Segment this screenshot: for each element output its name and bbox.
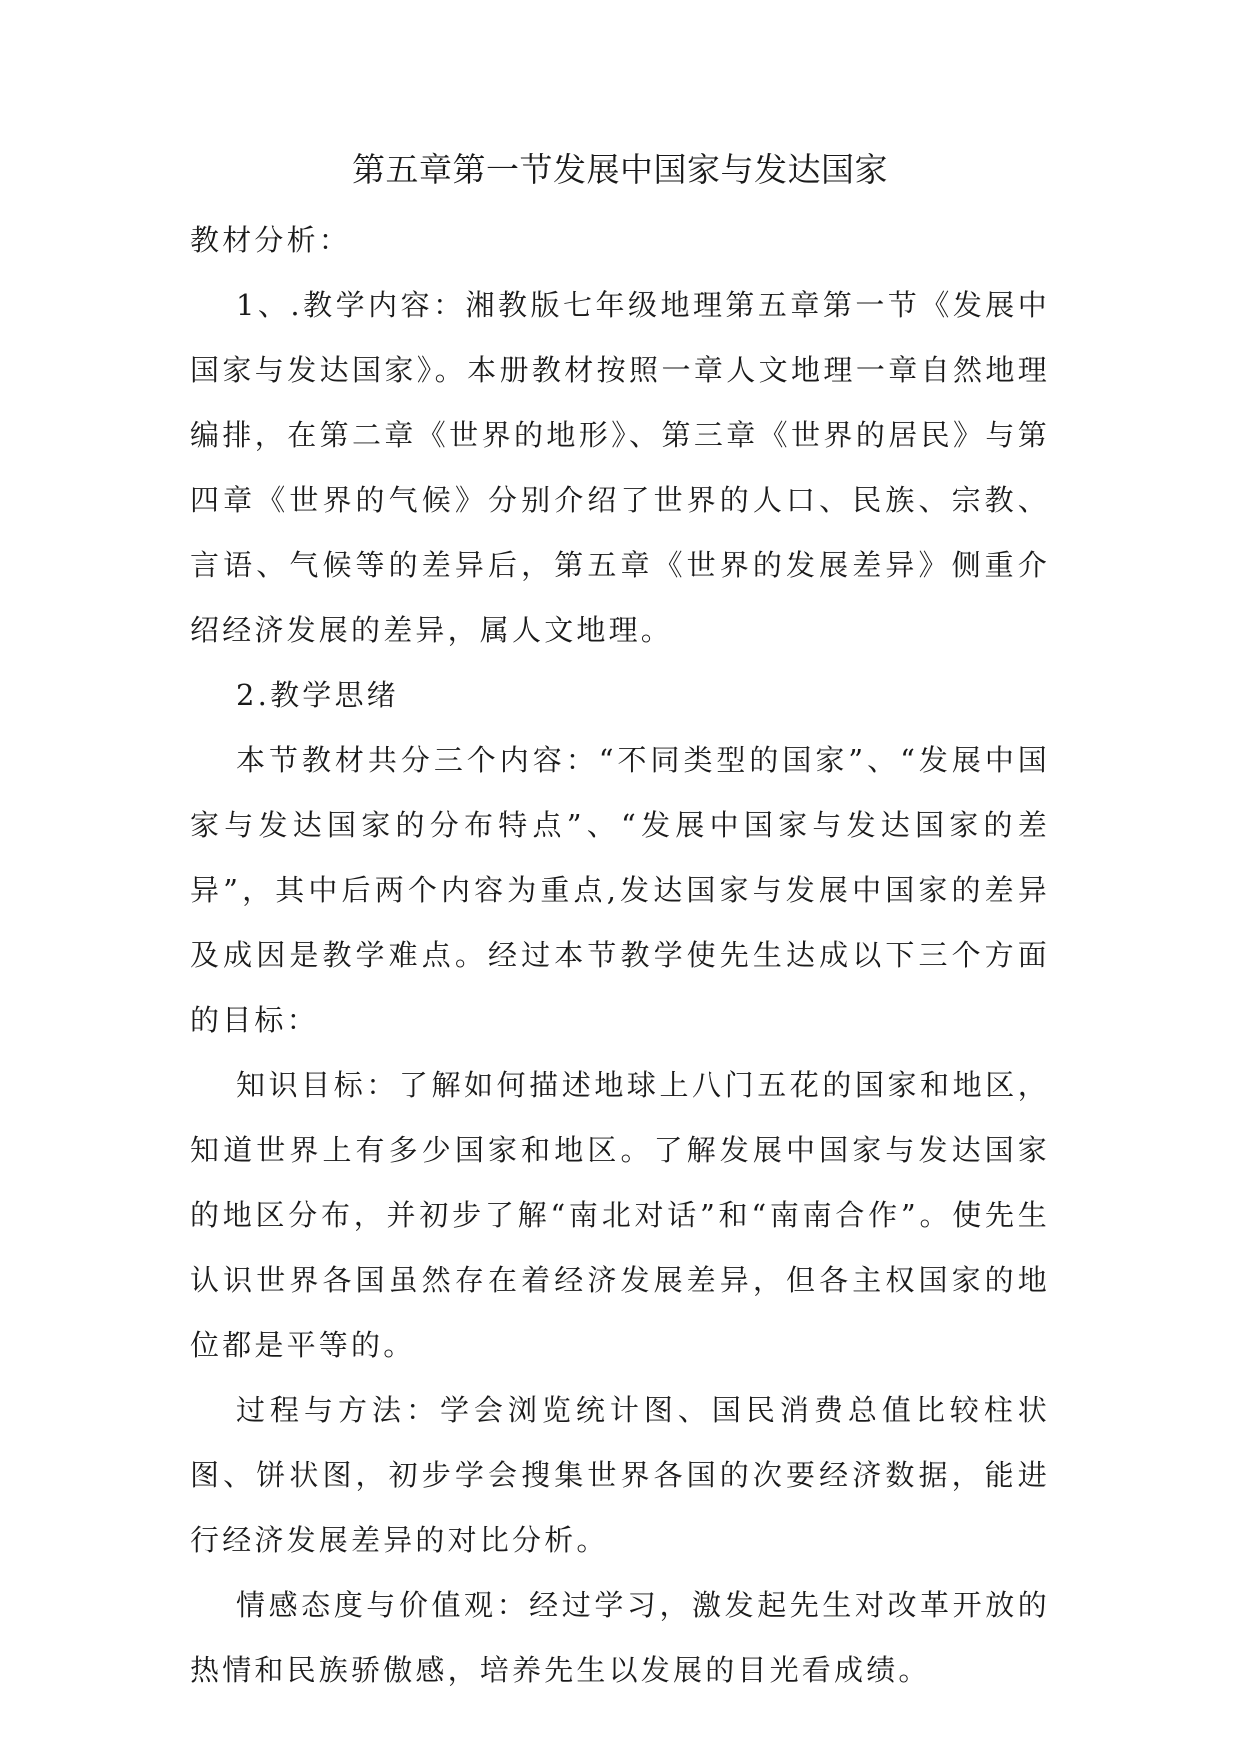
document-body (190, 150, 1050, 1703)
paragraph-teaching-content: 1、.教学内容：湘教版七年级地理第五章第一节《发展中国家与发达国家》。本册教材按照一章人文地理一章自然地理编排，在第二章《世界的地形》、第三章《世界的居民》与第四章《世界的气候》分别介绍了世界的人口、民族、宗教、言语、气候等的差异后，第五章《世界的发展差异》侧重介绍经济发展的差异，属人文地理。 (190, 288, 1050, 647)
paragraph-teaching-thinking: 本节教材共分三个内容：“不同类型的国家”、“发展中国家与发达国家的分布特点”、“发展中国家与发达国家的差异”，其中后两个内容为重点,发达国家与发展中国家的差异及成因是教学难点。经过本节教学使先生达成以下三个方面的目标： (190, 743, 1050, 1037)
heading-material-analysis: 教材分析： (190, 223, 352, 257)
heading-teaching-thinking: 2.教学思绪 (236, 678, 399, 712)
paragraph-emotion-values: 情感态度与价值观：经过学习，激发起先生对改革开放的热情和民族骄傲感，培养先生以发展的目光看成绩。 (190, 1588, 1050, 1687)
paragraph-knowledge-goals: 知识目标：了解如何描述地球上八门五花的国家和地区，知道世界上有多少国家和地区。了解发展中国家与发达国家的地区分布，并初步了解“南北对话”和“南南合作”。使先生认识世界各国虽然存在着经济发展差异，但各主权国家的地位都是平等的。 (190, 1068, 1050, 1362)
page-title: 第五章第一节发展中国家与发达国家 (352, 150, 888, 189)
paragraph-process-methods: 过程与方法：学会浏览统计图、国民消费总值比较柱状图、饼状图，初步学会搜集世界各国的次要经济数据，能进行经济发展差异的对比分析。 (190, 1393, 1050, 1557)
